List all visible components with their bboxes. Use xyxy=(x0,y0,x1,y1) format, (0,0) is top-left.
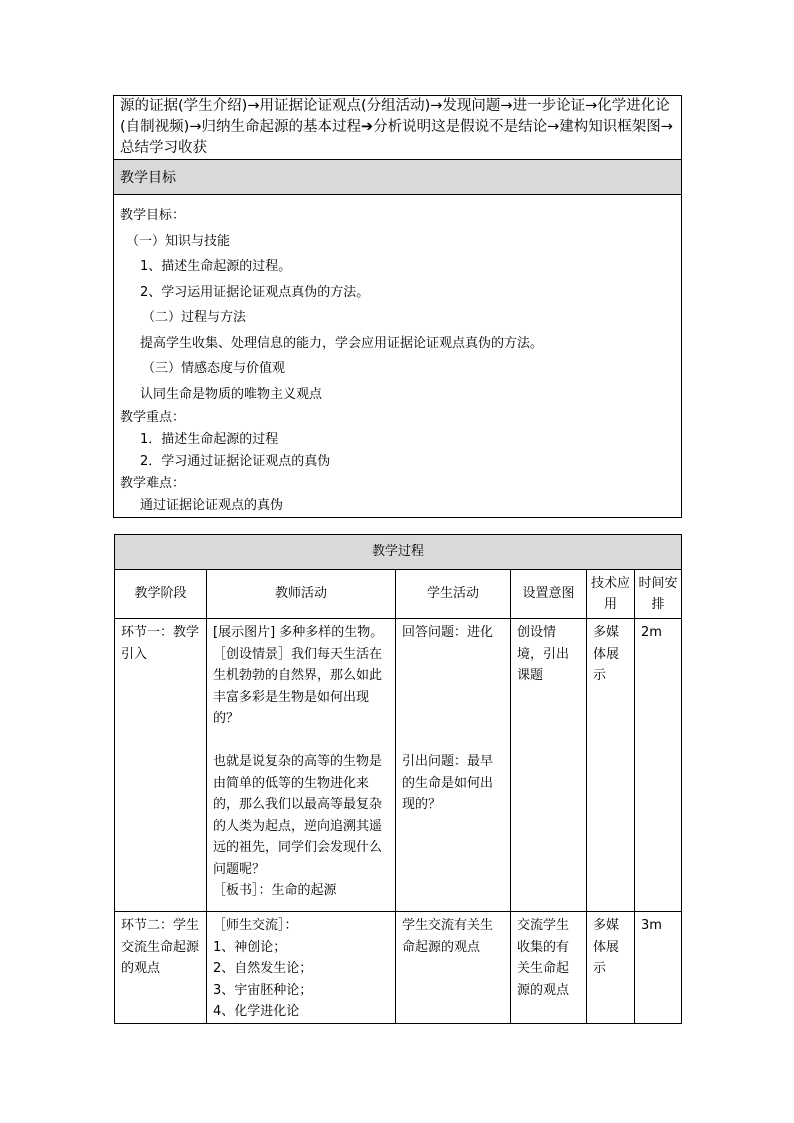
goal-line: （二）过程与方法 xyxy=(142,310,247,325)
intent-cell: 交流学生收集的有关生命起源的观点 xyxy=(511,912,587,1024)
tech-cell: 多媒体展示 xyxy=(587,912,635,1024)
intro-text: 源的证据(学生介绍)→用证据论证观点(分组活动)→发现问题→进一步论证→化学进化论(自制视频)→归纳生命起源的基本过程➔分析说明这是假说不是结论→建构知识框架图→总结学习收获 xyxy=(120,98,673,156)
intro-text-cell xyxy=(114,96,682,160)
teacher-line: 4、化学进化论 xyxy=(213,1004,300,1019)
teacher-line: ［板书］：生命的起源 xyxy=(213,883,337,898)
column-header-teacher: 教师活动 xyxy=(207,570,396,619)
goal-line: 教学目标： xyxy=(120,208,186,223)
stage-cell: 环节一：教学引入 xyxy=(115,619,207,912)
student-line: 学生交流有关生命起源的观点 xyxy=(402,918,494,955)
goal-line: 2．学习通过证据论证观点的真伪 xyxy=(140,454,331,469)
column-header-time: 时间安排 xyxy=(635,570,682,619)
teacher-line: ［师生交流］： xyxy=(213,918,298,933)
teacher-activity-cell xyxy=(207,912,396,1024)
goals-header: 教学目标 xyxy=(114,160,682,195)
tech-cell: 多媒体展示 xyxy=(587,619,635,912)
teacher-line: 1、神创论； xyxy=(213,939,287,955)
goal-line: （三）情感态度与价值观 xyxy=(142,361,286,376)
student-activity-cell xyxy=(396,912,511,1024)
student-activity-cell xyxy=(396,619,511,912)
table-row xyxy=(115,912,682,1024)
goal-line: 认同生命是物质的唯物主义观点 xyxy=(140,386,323,402)
teacher-line: [展示图片] 多种多样的生物。 xyxy=(213,625,384,640)
goal-line: （一）知识与技能 xyxy=(126,233,231,249)
goal-line: 2、学习运用证据论证观点真伪的方法。 xyxy=(140,284,370,300)
teacher-line: ［创设情景］我们每天生活在生机勃勃的自然界，那么如此丰富多彩是生物是如何出现的？ xyxy=(213,646,383,726)
goal-line: 提高学生收集、处理信息的能力，学会应用证据论证观点真伪的方法。 xyxy=(140,335,544,351)
time-cell: 2m xyxy=(635,619,682,912)
stage-cell: 环节二：学生交流生命起源的观点 xyxy=(115,912,207,1024)
goal-line: 1．描述生命起源的过程 xyxy=(140,432,279,447)
column-header-intent: 设置意图 xyxy=(511,570,587,619)
goals-body xyxy=(114,195,682,518)
intent-cell: 创设情境，引出课题 xyxy=(511,619,587,912)
process-table xyxy=(114,534,682,1024)
objectives-table xyxy=(113,95,682,518)
goal-line: 1、描述生命起源的过程。 xyxy=(140,259,292,274)
teacher-line: 2、自然发生论； xyxy=(213,961,313,976)
column-header-tech: 技术应用 xyxy=(587,570,635,619)
column-header-student: 学生活动 xyxy=(396,570,511,619)
goal-line: 通过证据论证观点的真伪 xyxy=(140,498,284,513)
time-cell: 3m xyxy=(635,912,682,1024)
goal-line: 教学难点： xyxy=(120,476,186,491)
teacher-line: 也就是说复杂的高等的生物是由简单的低等的生物进化来的，那么我们以最高等最复杂的人类为起点，逆向追溯其遥远的祖先，同学们会发现什么问题呢？ xyxy=(213,754,383,877)
column-header-stage: 教学阶段 xyxy=(115,570,207,619)
student-line: 回答问题：进化 xyxy=(402,625,494,640)
table-row xyxy=(115,619,682,912)
teacher-line: 3、宇宙胚种论； xyxy=(213,982,313,998)
student-line: 引出问题：最早的生命是如何出现的？ xyxy=(402,754,494,812)
process-header: 教学过程 xyxy=(115,535,682,570)
teacher-activity-cell xyxy=(207,619,396,912)
goal-line: 教学重点： xyxy=(120,410,186,425)
